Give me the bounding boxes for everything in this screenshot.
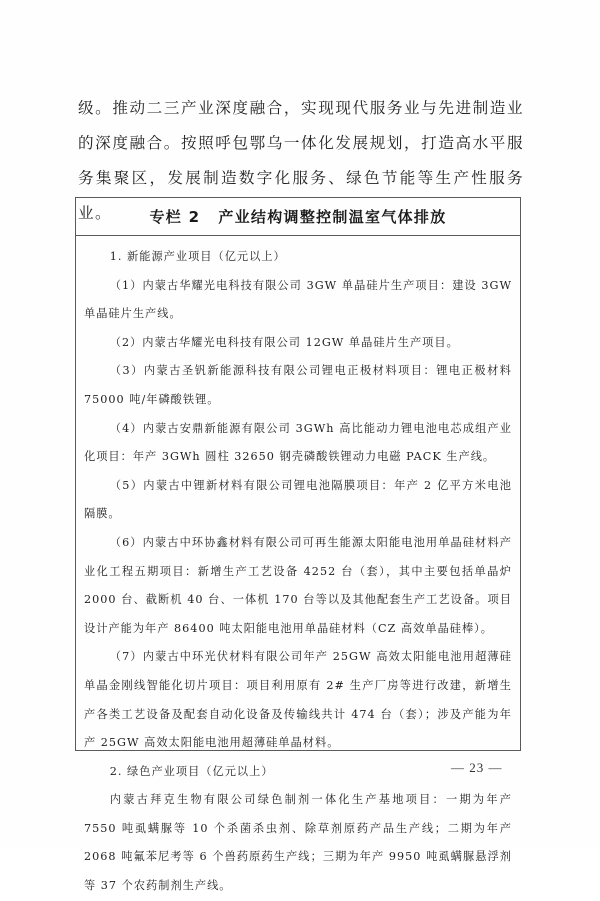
list-item: （1）内蒙古华耀光电科技有限公司 3GW 单晶硅片生产项目：建设 3GW 单晶硅片生产线。 xyxy=(84,278,512,321)
list-item: （6）内蒙古中环协鑫材料有限公司可再生能源太阳能电池用单晶硅材料产业化工程五期项目：新增生产工艺设备 4252 台（套），其中主要包括单晶炉 2000 台、截断机 40 台、一体机 170 台等以及其他配套生产工艺设备。项目设计产能为年产 86400 吨太阳能电池用单晶硅材料（CZ 高效单晶硅棒）。 xyxy=(84,535,512,635)
column-box-body xyxy=(76,236,520,901)
page-number: — 23 — xyxy=(451,760,503,775)
column-title: 产业结构调整控制温室气体排放 xyxy=(218,208,447,226)
list-item: （5）内蒙古中锂新材料有限公司锂电池隔膜项目：年产 2 亿平方米电池隔膜。 xyxy=(84,478,512,521)
list-item: （4）内蒙古安鼎新能源有限公司 3GWh 高比能动力锂电池电芯成组产业化项目：年产 3GWh 圆柱 32650 钢壳磷酸铁锂动力电磁 PACK 生产线。 xyxy=(84,421,512,464)
list-item: （2）内蒙古华耀光电科技有限公司 12GW 单晶硅片生产项目。 xyxy=(109,335,459,349)
column-label: 专栏 2 xyxy=(149,208,201,226)
list-item: 内蒙古拜克生物有限公司绿色制剂一体化生产基地项目：一期为年产 7550 吨虱螨脲等 10 个杀菌杀虫剂、除草剂原药产品生产线；二期为年产 2068 吨氟苯尼考等 6 个兽药原药生产线；三期为年产 9950 吨虱螨脲悬浮剂等 37 个农药制剂生产线。 xyxy=(84,793,512,893)
section-heading-new-energy: 1. 新能源产业项目（亿元以上） xyxy=(109,250,286,263)
list-item: （3）内蒙古圣钒新能源科技有限公司锂电正极材料项目：锂电正极材料 75000 吨/年磷酸铁锂。 xyxy=(84,364,512,406)
intro-text: 级。推动二三产业深度融合，实现现代服务业与先进制造业的深度融合。按照呼包鄂乌一体化发展规划，打造高水平服务集聚区，发展制造数字化服务、绿色节能等生产性服务业。 xyxy=(78,99,524,222)
section-heading-green: 2. 绿色产业项目（亿元以上） xyxy=(109,764,274,778)
list-item: （7）内蒙古中环光伏材料有限公司年产 25GW 高效太阳能电池用超薄硅单晶金刚线智能化切片项目：项目利用原有 2# 生产厂房等进行改建，新增生产各类工艺设备及配套自动化设备及传输线共计 474 台（套）；涉及产能为年产 25GW 高效太阳能电池用超薄硅单晶材料。 xyxy=(84,650,512,750)
column-box-header xyxy=(76,198,520,236)
